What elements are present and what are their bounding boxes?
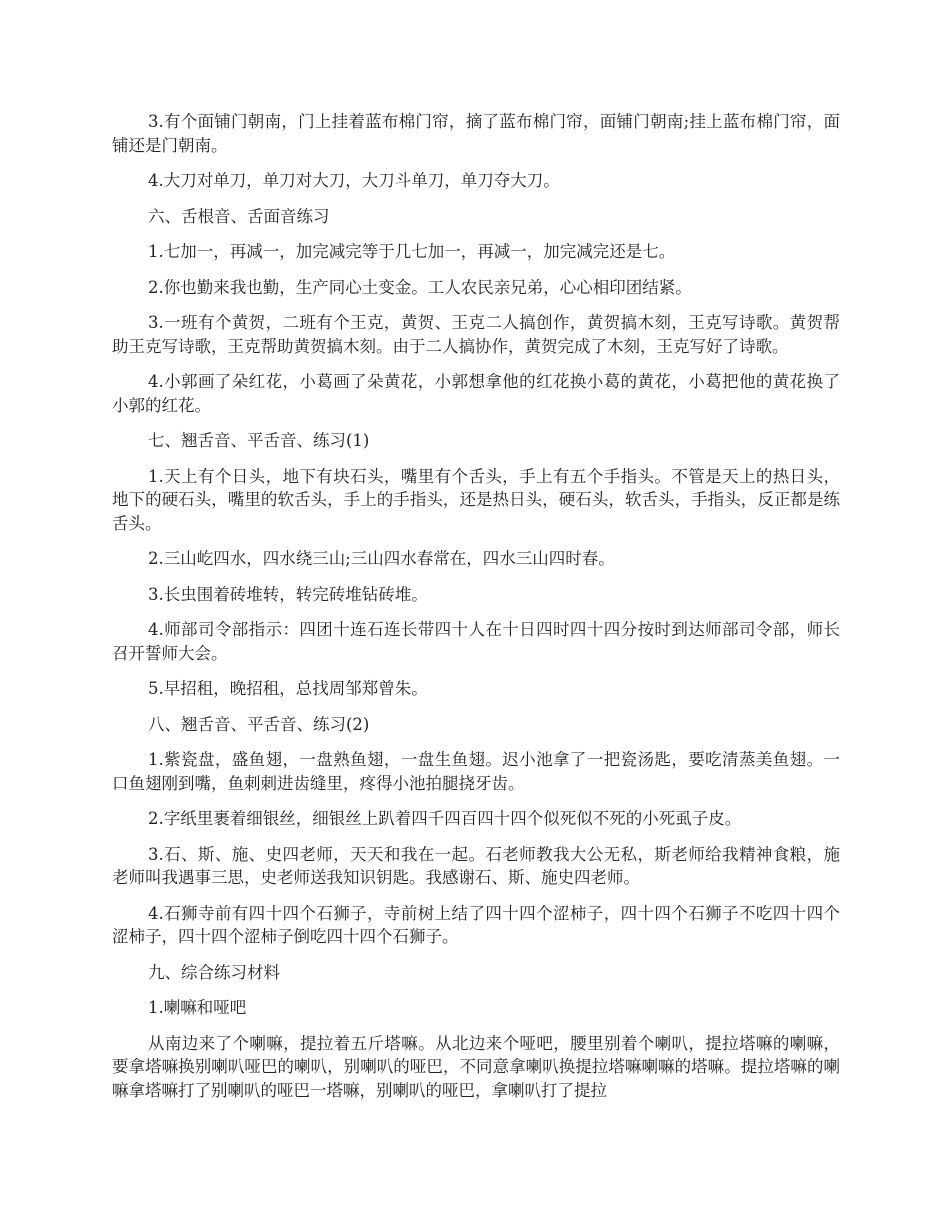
section-heading-7: 七、翘舌音、平舌音、练习(1) <box>148 431 370 450</box>
section-heading-8: 八、翘舌音、平舌音、练习(2) <box>148 714 370 734</box>
paragraph-section6-item-4: 4.小郭画了朵红花，小葛画了朵黄花，小郭想拿他的红花换小葛的黄花，小葛把他的黄花换了小郭的红花。 <box>112 372 840 415</box>
paragraph-section7-item-1: 1.天上有个日头，地下有块石头，嘴里有个舌头，手上有五个手指头。不管是天上的热日头，地下的硬石头，嘴里的软舌头，手上的手指头，还是热日头，硬石头，软舌头，手指头，反正都是练舌头。 <box>112 466 840 533</box>
paragraph-section8-item-3: 3.石、斯、施、史四老师，天天和我在一起。石老师教我大公无私，斯老师给我精神食粮，施老师叫我遇事三思，史老师送我知识钥匙。我感谢石、斯、施史四老师。 <box>112 844 840 887</box>
paragraph-section9-title-1: 1.喇嘛和哑吧 <box>148 998 247 1017</box>
section-heading-6: 六、舌根音、舌面音练习 <box>148 206 330 226</box>
paragraph-tongue-twister-3: 3.有个面铺门朝南，门上挂着蓝布棉门帘，摘了蓝布棉门帘，面铺门朝南;挂上蓝布棉门帘，面铺还是门朝南。 <box>112 112 840 155</box>
paragraph-section8-item-4: 4.石狮寺前有四十四个石狮子，寺前树上结了四十四个涩柿子，四十四个石狮子不吃四十四个涩柿子，四十四个涩柿子倒吃四十四个石狮子。 <box>112 903 840 946</box>
paragraph-section8-item-1: 1.紫瓷盘，盛鱼翅，一盘熟鱼翅，一盘生鱼翅。迟小池拿了一把瓷汤匙，要吃清蒸美鱼翅。一口鱼翅刚到嘴，鱼刺刺进齿缝里，疼得小池拍腿挠牙齿。 <box>112 750 840 793</box>
paragraph-section7-item-4: 4.师部司令部指示：四团十连石连长带四十人在十日四时四十四分按时到达师部司令部，师长召开誓师大会。 <box>112 620 840 663</box>
paragraph-section6-item-2: 2.你也勤来我也勤，生产同心土变金。工人农民亲兄弟，心心相印团结紧。 <box>148 277 692 297</box>
paragraph-section9-body-1: 从南边来了个喇嘛，提拉着五斤塔嘛。从北边来个哑吧，腰里别着个喇叭，提拉塔嘛的喇嘛，要拿塔嘛换别喇叭哑巴的喇叭，别喇叭的哑巴，不同意拿喇叭换提拉塔嘛喇嘛的塔嘛。提拉塔嘛的喇嘛拿塔嘛打了别喇叭的哑巴一塔嘛，别喇叭的哑巴，拿喇叭打了提拉 <box>112 1033 840 1100</box>
paragraph-section6-item-3: 3.一班有个黄贺，二班有个王克，黄贺、王克二人搞创作，黄贺搞木刻，王克写诗歌。黄贺帮助王克写诗歌，王克帮助黄贺搞木刻。由于二人搞协作，黄贺完成了木刻，王克写好了诗歌。 <box>112 313 840 356</box>
paragraph-section6-item-1: 1.七加一，再减一，加完减完等于几七加一，再减一，加完减完还是七。 <box>148 242 676 261</box>
document-page <box>112 110 840 1114</box>
paragraph-tongue-twister-4: 4.大刀对单刀，单刀对大刀，大刀斗单刀，单刀夺大刀。 <box>148 171 560 190</box>
paragraph-section8-item-2: 2.字纸里裹着细银丝，细银丝上趴着四千四百四十四个似死似不死的小死虱子皮。 <box>148 809 742 828</box>
paragraph-section7-item-2: 2.三山屹四水，四水绕三山;三山四水春常在，四水三山四时春。 <box>148 549 615 568</box>
paragraph-section7-item-3: 3.长虫围着砖堆转，转完砖堆钻砖堆。 <box>148 584 428 604</box>
paragraph-section7-item-5: 5.早招租，晚招租，总找周邹郑曾朱。 <box>148 679 428 698</box>
section-heading-9: 九、综合练习材料 <box>148 962 280 982</box>
